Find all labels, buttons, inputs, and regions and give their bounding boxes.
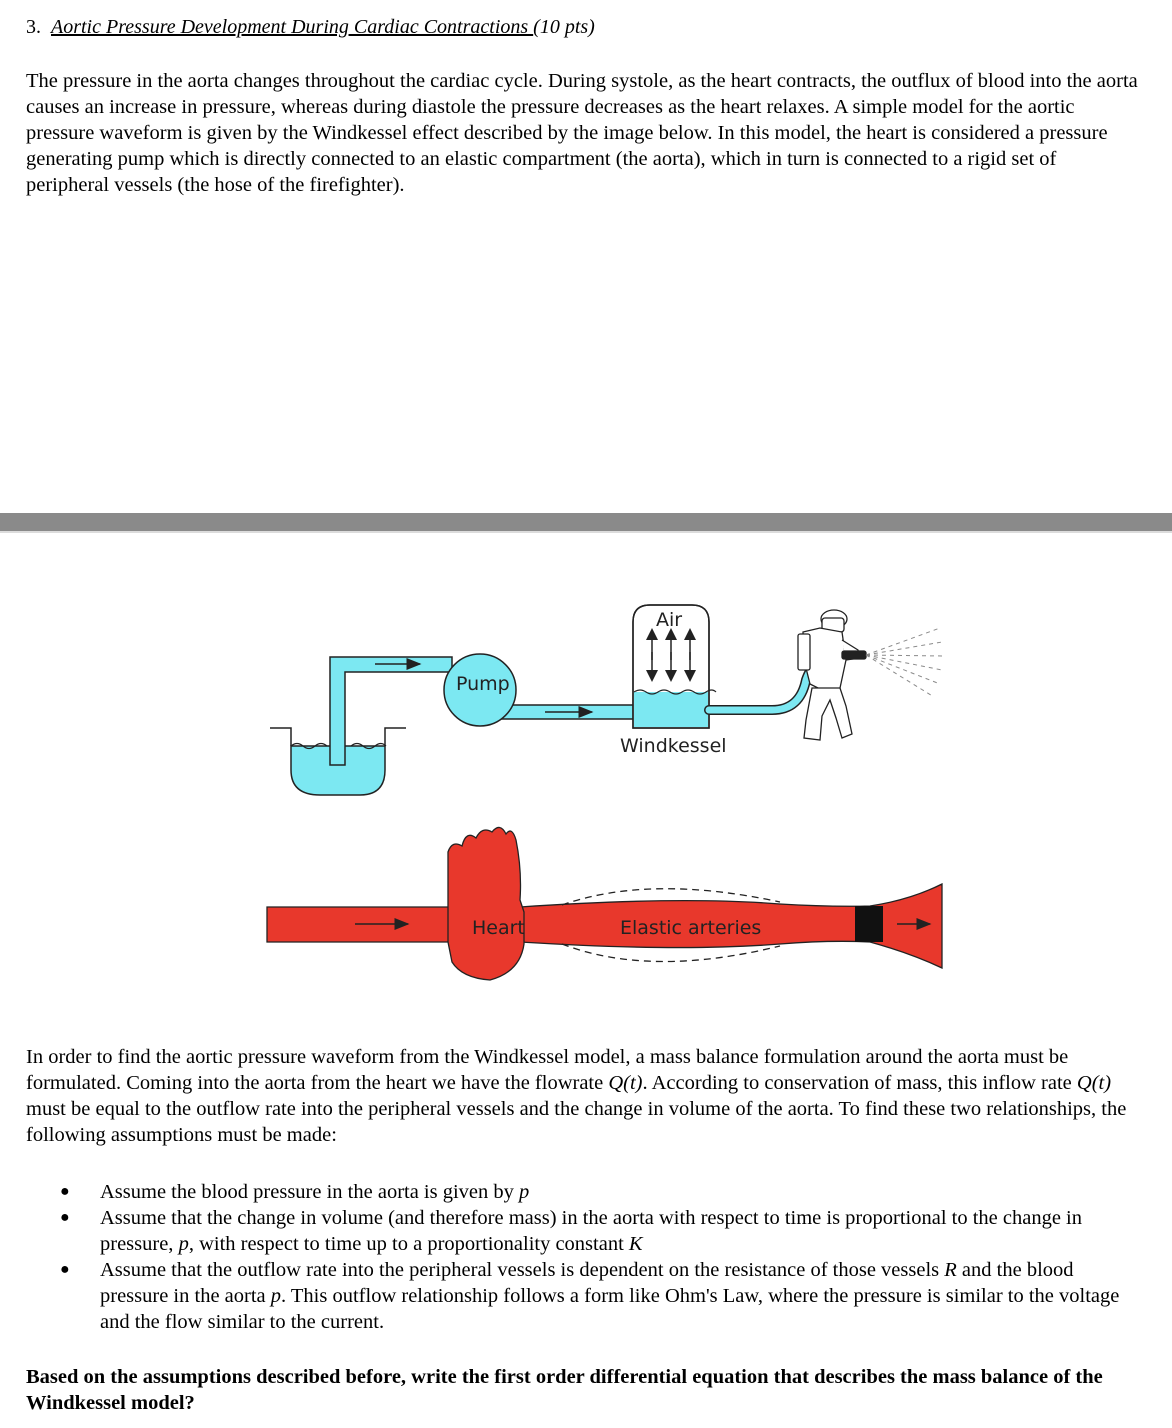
assumption-text: Assume that the change in volume (and therefore mass) in the aorta with respect to time is proportional to the change in pressure, [100, 1207, 1082, 1255]
assumption-var: K [628, 1233, 643, 1255]
question-title-text: Aortic Pressure Development During Cardiac Contractions [51, 16, 534, 38]
assumption-var: p [270, 1285, 282, 1307]
assumption-var: p [519, 1181, 530, 1203]
assumption-text: , with respect to time up to a proportionality constant [188, 1233, 629, 1255]
artery-tube [267, 884, 942, 968]
mass-balance-text-2: . According to conservation of mass, this inflow rate [642, 1072, 1077, 1094]
heart-label: Heart [472, 917, 525, 939]
question-points: (10 pts) [533, 16, 595, 38]
bullet-icon: ● [60, 1183, 70, 1200]
mass-balance-paragraph [26, 1044, 1144, 1148]
assumption-text: and the blood pressure in the aorta [100, 1259, 1074, 1307]
question-number: 3. [26, 16, 41, 38]
windkessel-diagram [0, 540, 1172, 1010]
outlet-pipe [500, 705, 635, 719]
pump-label: Pump [456, 673, 510, 695]
assumption-var: p [178, 1233, 189, 1255]
windkessel-label: Windkessel [620, 735, 727, 757]
list-item [26, 1257, 1146, 1335]
assumption-text: Assume that the outflow rate into the peripheral vessels is dependent on the resistance of those vessels [100, 1259, 945, 1281]
intro-paragraph: The pressure in the aorta changes throughout the cardiac cycle. During systole, as the heart contracts, the outflux of blood into the aorta causes an increase in pressure, whereas during diastole the pressure decreases as the heart relaxes. A simple model for the aortic pressure waveform is given by the Windkessel effect described by the image below. In this model, the heart is considered a pressure generating pump which is directly connected to an elastic compartment (the aorta), which in turn is connected to a rigid set of peripheral vessels (the hose of the firefighter). [26, 70, 1138, 196]
elastic-arteries-label: Elastic arteries [620, 917, 762, 939]
windkessel-figure [0, 540, 1172, 1010]
assumption-text: Assume the blood pressure in the aorta is given by [100, 1181, 520, 1203]
assumption-list [26, 1179, 1146, 1335]
windkessel-chamber [620, 605, 727, 757]
question-title [26, 14, 595, 40]
bullet-icon: ● [60, 1209, 70, 1226]
flowrate-symbol-2: Q(t) [1076, 1072, 1112, 1094]
image-divider-bar [0, 513, 1172, 533]
air-label: Air [656, 609, 683, 631]
mass-balance-text-3: must be equal to the outflow rate into the peripheral vessels and the change in volume of the aorta. To find these two relationships, the following assumptions must be made: [26, 1098, 1127, 1146]
final-question: Based on the assumptions described before, write the first order differential equation that describes the mass balance of the Windkessel model? [26, 1366, 1103, 1414]
assumption-text: . This outflow relationship follows a form like Ohm's Law, where the pressure is similar to the voltage and the flow similar to the current. [100, 1285, 1120, 1333]
mass-balance-text-1: In order to find the aortic pressure waveform from the Windkessel model, a mass balance formulation around the aorta must be formulated. Coming into the aorta from the heart we have the flowrate [26, 1046, 1069, 1094]
firefighter-icon [798, 610, 866, 740]
bullet-icon: ● [60, 1261, 70, 1278]
list-item [26, 1179, 1146, 1205]
list-item [26, 1205, 1146, 1257]
flowrate-symbol: Q(t) [608, 1072, 643, 1094]
heart-shape [448, 827, 525, 980]
pump [444, 654, 516, 726]
assumption-var: R [944, 1259, 957, 1281]
water-spray [866, 628, 944, 697]
